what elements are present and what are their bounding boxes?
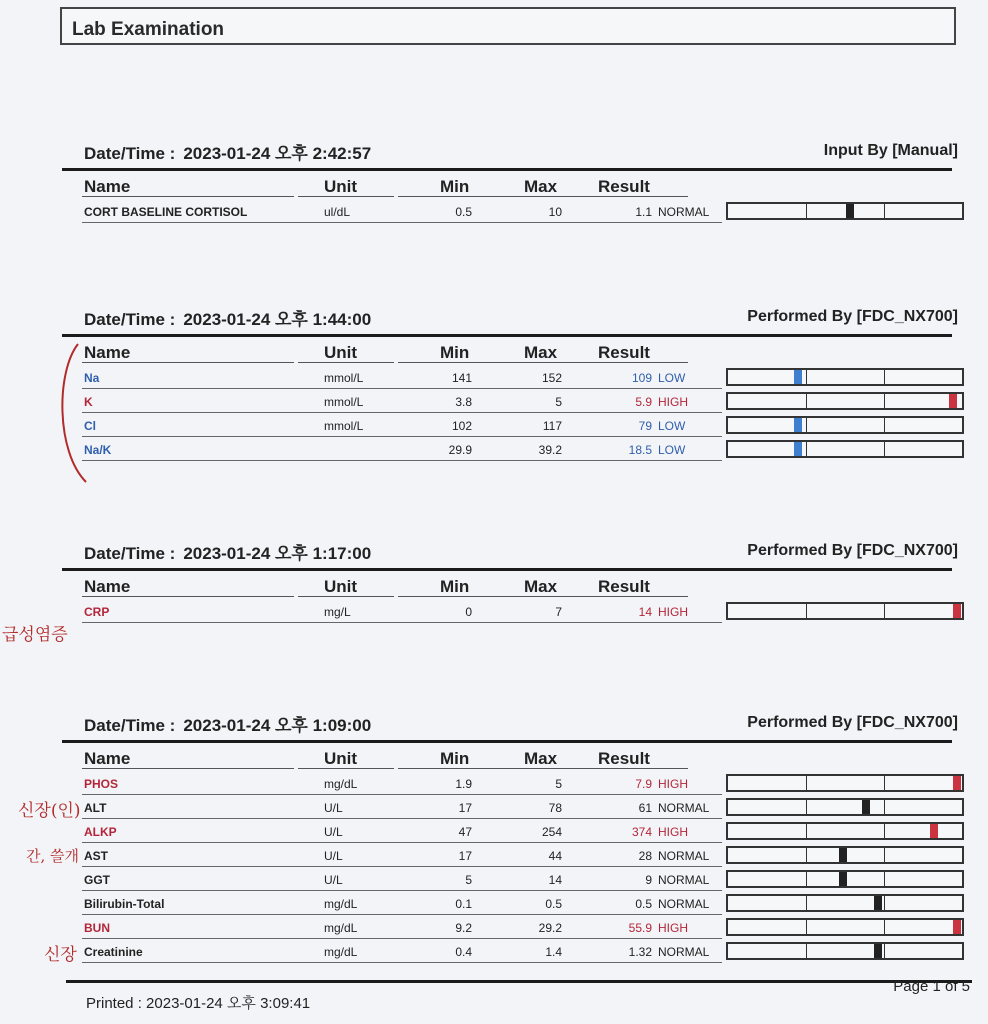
datetime-value: 2023-01-24 오후 1:44:00 [183, 310, 372, 329]
test-name: GGT [84, 873, 110, 887]
table-row [62, 867, 962, 891]
range-divider [884, 442, 885, 456]
table-row [62, 389, 962, 413]
table-row [62, 891, 962, 915]
table-row [62, 437, 962, 461]
section-datetime [84, 711, 371, 736]
range-divider [806, 872, 807, 886]
test-min: 5 [465, 873, 472, 887]
test-max: 7 [555, 605, 562, 619]
col-underline [82, 362, 294, 363]
test-name: BUN [84, 921, 110, 935]
test-unit: U/L [324, 873, 343, 887]
test-name: PHOS [84, 777, 119, 791]
table-row [62, 843, 962, 867]
test-result: 374 [631, 825, 652, 839]
range-divider [806, 896, 807, 910]
test-unit: mg/L [324, 605, 351, 619]
section-performer: Performed By [FDC_NX700] [747, 542, 958, 559]
col-underline [298, 596, 394, 597]
test-min: 0.5 [455, 205, 472, 219]
range-divider [806, 604, 807, 618]
range-divider [806, 204, 807, 218]
handwritten-note-bun: 신장 [44, 945, 77, 965]
test-name: CRP [84, 605, 110, 619]
test-max: 10 [548, 205, 562, 219]
test-unit: mg/dL [324, 777, 358, 791]
datetime-value: 2023-01-24 오후 1:09:00 [183, 716, 372, 735]
test-flag: NORMAL [658, 205, 710, 219]
col-underline [298, 362, 394, 363]
test-max: 78 [548, 801, 562, 815]
test-name: Creatinine [84, 945, 143, 959]
range-marker [839, 872, 847, 886]
col-underline [82, 596, 294, 597]
col-max: Max [524, 343, 558, 362]
test-unit: mmol/L [324, 371, 364, 385]
range-divider [806, 394, 807, 408]
test-flag: NORMAL [658, 897, 710, 911]
range-marker [846, 204, 854, 218]
test-unit: mg/dL [324, 945, 358, 959]
column-header-row [62, 171, 962, 199]
section-header [62, 306, 962, 334]
range-marker [862, 800, 870, 814]
range-marker [953, 920, 961, 934]
section-header [62, 140, 962, 168]
test-unit: mmol/L [324, 395, 364, 409]
section-performer: Performed By [FDC_NX700] [747, 714, 958, 731]
range-divider [884, 872, 885, 886]
test-flag: HIGH [658, 777, 688, 791]
col-min: Min [440, 177, 470, 196]
range-marker [949, 394, 957, 408]
test-name: AST [84, 849, 108, 863]
test-flag: NORMAL [658, 801, 710, 815]
range-divider [806, 824, 807, 838]
range-divider [806, 944, 807, 958]
test-min: 17 [458, 849, 472, 863]
printed-value: 2023-01-24 오후 3:09:41 [146, 995, 311, 1012]
table-row [62, 413, 962, 437]
test-min: 29.9 [448, 443, 472, 457]
test-result: 79 [638, 419, 652, 433]
section-header [62, 540, 962, 568]
range-marker [953, 776, 961, 790]
table-row [62, 599, 962, 623]
test-max: 29.2 [538, 921, 562, 935]
test-name: CORT BASELINE CORTISOL [84, 205, 248, 219]
datetime-value: 2023-01-24 오후 2:42:57 [183, 144, 372, 163]
test-max: 0.5 [545, 897, 562, 911]
lab-section [62, 712, 962, 963]
test-max: 5 [555, 395, 562, 409]
range-divider [806, 800, 807, 814]
test-flag: NORMAL [658, 873, 710, 887]
lab-section [62, 306, 962, 461]
range-bar [726, 202, 964, 220]
col-result: Result [598, 177, 650, 196]
range-divider [884, 896, 885, 910]
range-divider [806, 442, 807, 456]
test-flag: HIGH [658, 395, 688, 409]
test-min: 0.4 [455, 945, 472, 959]
range-bar [726, 870, 964, 888]
col-unit: Unit [324, 577, 358, 596]
test-flag: HIGH [658, 921, 688, 935]
test-result: 109 [631, 371, 652, 385]
report-title: Lab Examination [72, 19, 225, 40]
col-max: Max [524, 577, 558, 596]
col-underline [298, 196, 394, 197]
datetime-value: 2023-01-24 오후 1:17:00 [183, 544, 372, 563]
range-divider [884, 800, 885, 814]
table-row [62, 771, 962, 795]
col-result: Result [598, 343, 650, 362]
range-bar [726, 602, 964, 620]
test-result: 1.1 [635, 205, 652, 219]
test-unit: mg/dL [324, 897, 358, 911]
range-marker [930, 824, 938, 838]
test-unit: mmol/L [324, 419, 364, 433]
range-marker [953, 604, 961, 618]
range-bar [726, 774, 964, 792]
datetime-label: Date/Time : [84, 310, 176, 329]
col-underline [82, 768, 294, 769]
range-divider [806, 848, 807, 862]
test-min: 3.8 [455, 395, 472, 409]
col-unit: Unit [324, 177, 358, 196]
test-min: 47 [458, 825, 472, 839]
row-underline [82, 622, 722, 623]
test-result: 55.9 [628, 921, 652, 935]
col-result: Result [598, 577, 650, 596]
range-divider [884, 418, 885, 432]
row-underline [82, 460, 722, 461]
range-marker [874, 944, 882, 958]
col-name: Name [84, 577, 131, 596]
col-underline [298, 768, 394, 769]
test-min: 0 [465, 605, 472, 619]
column-header-row [62, 337, 962, 365]
range-bar [726, 894, 964, 912]
test-name: Bilirubin-Total [84, 897, 165, 911]
test-max: 117 [542, 419, 562, 433]
test-min: 17 [458, 801, 472, 815]
range-divider [806, 418, 807, 432]
test-flag: NORMAL [658, 849, 710, 863]
test-max: 254 [541, 825, 562, 839]
range-marker [794, 418, 802, 432]
col-max: Max [524, 177, 558, 196]
printed-timestamp [86, 992, 310, 1013]
test-max: 1.4 [545, 945, 562, 959]
report-title-box [60, 7, 956, 45]
col-result: Result [598, 749, 650, 768]
test-result: 7.9 [635, 777, 652, 791]
test-result: 5.9 [635, 395, 652, 409]
test-flag: HIGH [658, 605, 688, 619]
column-header-row [62, 571, 962, 599]
table-row [62, 819, 962, 843]
lab-section [62, 540, 962, 623]
test-result: 28 [638, 849, 652, 863]
range-bar [726, 392, 964, 410]
range-divider [806, 920, 807, 934]
col-min: Min [440, 577, 470, 596]
col-underline [398, 362, 688, 363]
range-divider [806, 370, 807, 384]
test-result: 0.5 [635, 897, 652, 911]
range-marker [794, 442, 802, 456]
range-marker [874, 896, 882, 910]
col-underline [398, 596, 688, 597]
col-unit: Unit [324, 749, 358, 768]
test-name: ALT [84, 801, 107, 815]
test-max: 39.2 [538, 443, 562, 457]
col-underline [398, 196, 688, 197]
section-performer: Performed By [FDC_NX700] [747, 308, 958, 325]
handwritten-note-alkp: 간, 쓸개 [26, 847, 80, 865]
col-name: Name [84, 343, 131, 362]
range-divider [884, 204, 885, 218]
test-max: 14 [548, 873, 562, 887]
col-min: Min [440, 749, 470, 768]
test-result: 61 [638, 801, 652, 815]
section-performer: Input By [Manual] [823, 142, 958, 159]
table-row [62, 915, 962, 939]
col-max: Max [524, 749, 558, 768]
section-datetime [84, 305, 371, 330]
col-unit: Unit [324, 343, 358, 362]
test-flag: LOW [658, 371, 686, 385]
range-divider [884, 824, 885, 838]
range-divider [884, 920, 885, 934]
range-bar [726, 368, 964, 386]
test-result: 9 [645, 873, 652, 887]
test-name: Na/K [84, 443, 112, 457]
col-name: Name [84, 177, 131, 196]
test-min: 102 [451, 419, 472, 433]
range-bar [726, 798, 964, 816]
test-name: ALKP [84, 825, 117, 839]
test-unit: U/L [324, 825, 343, 839]
section-datetime [84, 539, 371, 564]
range-divider [806, 776, 807, 790]
test-name: Na [84, 371, 100, 385]
footer-rule [66, 980, 972, 983]
datetime-label: Date/Time : [84, 544, 176, 563]
test-unit: U/L [324, 849, 343, 863]
test-result: 1.32 [628, 945, 652, 959]
range-divider [884, 776, 885, 790]
test-result: 18.5 [628, 443, 652, 457]
test-flag: HIGH [658, 825, 688, 839]
range-divider [884, 604, 885, 618]
handwritten-bracket [48, 342, 88, 484]
lab-section [62, 140, 962, 223]
range-bar [726, 846, 964, 864]
range-marker [839, 848, 847, 862]
col-name: Name [84, 749, 131, 768]
datetime-label: Date/Time : [84, 144, 176, 163]
table-row [62, 199, 962, 223]
test-min: 0.1 [455, 897, 472, 911]
table-row [62, 795, 962, 819]
range-bar [726, 822, 964, 840]
row-underline [82, 962, 722, 963]
test-unit: mg/dL [324, 921, 358, 935]
table-row [62, 939, 962, 963]
range-divider [884, 944, 885, 958]
range-divider [884, 394, 885, 408]
test-result: 14 [638, 605, 652, 619]
page-indicator: Page 1 of 5 [893, 978, 970, 995]
test-min: 1.9 [455, 777, 472, 791]
row-underline [82, 222, 722, 223]
test-flag: LOW [658, 419, 686, 433]
col-min: Min [440, 343, 470, 362]
col-underline [82, 196, 294, 197]
test-name: Cl [84, 419, 96, 433]
table-row [62, 365, 962, 389]
range-bar [726, 918, 964, 936]
test-unit: U/L [324, 801, 343, 815]
range-bar [726, 416, 964, 434]
column-header-row [62, 743, 962, 771]
test-flag: NORMAL [658, 945, 710, 959]
test-max: 5 [555, 777, 562, 791]
col-underline [398, 768, 688, 769]
range-bar [726, 942, 964, 960]
handwritten-note-phos: 신장(인) [18, 801, 81, 821]
range-divider [884, 370, 885, 384]
test-max: 44 [548, 849, 562, 863]
range-marker [794, 370, 802, 384]
test-unit: ul/dL [324, 205, 351, 219]
printed-label: Printed : [86, 995, 142, 1012]
test-max: 152 [541, 371, 562, 385]
section-datetime [84, 139, 371, 164]
handwritten-note-crp: 급성염증 [2, 625, 68, 645]
range-divider [884, 848, 885, 862]
datetime-label: Date/Time : [84, 716, 176, 735]
section-header [62, 712, 962, 740]
test-min: 141 [451, 371, 472, 385]
test-min: 9.2 [455, 921, 472, 935]
test-name: K [84, 395, 93, 409]
range-bar [726, 440, 964, 458]
test-flag: LOW [658, 443, 686, 457]
